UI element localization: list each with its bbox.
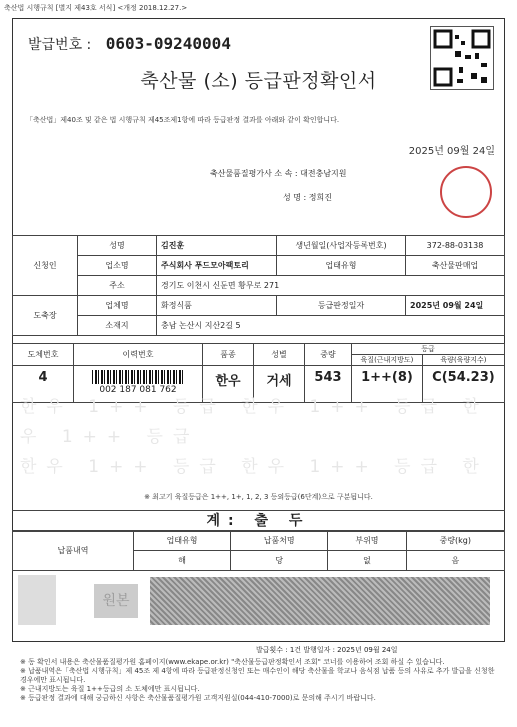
sex: 거세 [254,366,305,403]
document-date: 2025년 09월 24일 [408,146,495,157]
applicant-table [12,235,505,336]
footnotes [20,658,500,703]
watermark-line: 한우 1++ 등급 한우 1++ 등급 한 [20,457,489,477]
weight: 543 [305,366,352,403]
grade-note: ※ 최고기 육질등급은 1++, 1+, 1, 2, 3 등외등급(6단계)으로 구분됩니다. [144,493,373,501]
address-label: 주소 [78,276,157,296]
breed: 한우 [203,366,254,403]
quality-header: 육질(근내지방도) [352,355,423,366]
watermark-line: 한우 1++ 등급 한우 1++ 등급 한우 1++ 등급 [20,397,489,447]
yield-grade: C(54.23) [422,366,504,403]
sex-header: 성별 [254,344,305,366]
delivery-header-type: 업태유형 [134,531,231,551]
applicant-address: 경기도 이천시 신둔면 황무로 271 [157,276,505,296]
footnote: ※ 납품내역은「축산법 시행규칙」제 45조 제 4항에 따라 등급판정신청인 또는 매수인이 해당 축산물을 학교나 음식점 납품 등의 사유로 추가 발급을 신청한 경우에만 표시됩니다. [20,667,495,684]
delivery-value: 없 [328,551,406,571]
delivery-header-dest: 납품처명 [231,531,328,551]
document-title: 축산물 (소) 등급판정확인서 [140,70,377,92]
grade-header: 등급 [352,344,505,355]
yield-header: 육량(육량지수) [422,355,504,366]
name-label: 성명 [78,236,157,256]
applicant-name: 김진훈 [157,236,277,256]
issue-number: 0603-09240004 [105,34,231,53]
delivery-value: 음 [406,551,504,571]
grading-date: 2025년 09월 24일 [406,296,505,316]
slaughter-biz-label: 업체명 [78,296,157,316]
carcass-no-header: 도체번호 [13,344,74,366]
delivery-header-part: 부위명 [328,531,406,551]
biz-type-label: 업태유형 [277,256,406,276]
delivery-value: 당 [231,551,328,571]
delivery-table [12,530,505,571]
delivery-header-weight: 중량(kg) [406,531,504,551]
trace-no-header: 이력번호 [74,344,203,366]
carcass-photo [18,575,56,625]
footnote: ※ 근내지방도는 육질 1++등급의 소 도체에만 표시됩니다. [20,685,200,693]
grading-date-label: 등급판정일자 [277,296,406,316]
biz-label: 업소명 [78,256,157,276]
quality-grade: 1++(8) [352,366,423,403]
barcode [92,370,184,384]
slaughter-biz: 화정식품 [157,296,277,316]
issue-info: 발급횟수 : 1건 발행일자 : 2025년 09월 24일 [256,646,398,654]
applicant-biz: 주식회사 푸드모아팩토리 [157,256,277,276]
delivery-label: 납품내역 [13,531,134,571]
security-pattern [150,577,490,625]
intro-text: 「축산법」제40조 및 같은 법 시행규칙 제45조제1항에 따라 등급판정 결과를 아래와 같이 확인합니다. [26,116,340,124]
total-line: 계: 출 두 [12,510,505,532]
breed-header: 품종 [203,344,254,366]
background-watermark [20,392,500,484]
issue-number-line [28,34,231,54]
trace-no: 002 187 081 762 [99,385,177,395]
weight-header: 중량 [305,344,352,366]
inspector-affiliation: 축산물품질평가사 소 속 : 대전충남지원 [210,169,347,178]
inspector-name: 성 명 : 정희진 [283,193,332,202]
footnote: ※ 등급판정 결과에 대해 궁금하신 사항은 축산물품질평가원 고객지원실(044-410-7000)로 문의해 주시기 바랍니다. [20,694,376,702]
delivery-value: 해 [134,551,231,571]
carcass-no: 4 [13,366,74,403]
applicant-biz-type: 축산물판매업 [406,256,505,276]
official-seal [440,166,492,218]
original-stamp: 원본 [94,584,138,618]
form-reference: 축산법 시행규칙 [별지 제43호 서식] <개정 2018.12.27.> [4,4,188,12]
footnote: ※ 동 확인서 내용은 축산물품질평가원 홈페이지(www.ekape.or.kr) "축산물등급판정확인서 조회" 코너를 이용하여 조회 하실 수 있습니다. [20,658,445,666]
slaughter-addr-label: 소재지 [78,316,157,336]
applicant-section-label: 신청인 [13,236,78,296]
dob-label: 생년월일(사업자등록번호) [277,236,406,256]
slaughter-section-label: 도축장 [13,296,78,336]
slaughter-address: 충남 논산시 지산2길 5 [157,316,505,336]
issue-label: 발급번호 : [28,37,92,53]
applicant-dob: 372-88-03138 [406,236,505,256]
